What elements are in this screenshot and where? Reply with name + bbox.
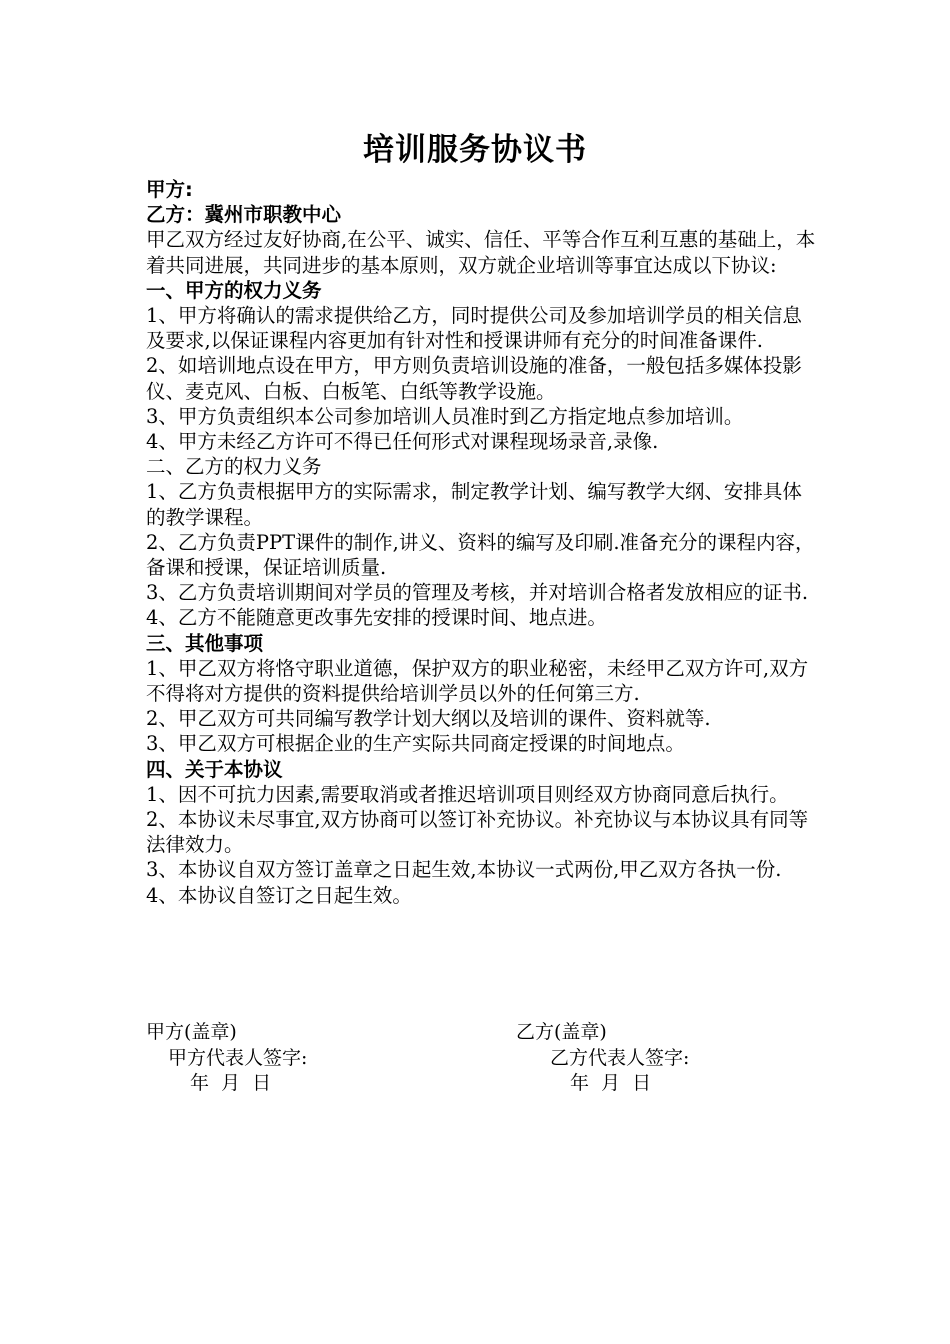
section4-item: 2、本协议未尽事宜,双方协商可以签订补充协议。补充协议与本协议具有同等法律效力。 bbox=[146, 808, 809, 857]
party-a-representative: 甲方代表人签字: bbox=[168, 1047, 308, 1069]
section4-item: 1、因不可抗力因素,需要取消或者推迟培训项目则经双方协商同意后执行。 bbox=[146, 782, 789, 806]
section4-heading: 四、关于本协议 bbox=[146, 757, 283, 781]
section1-item: 3、甲方负责组织本公司参加培训人员准时到乙方指定地点参加培训。 bbox=[146, 404, 744, 428]
section2-item: 1、乙方负责根据甲方的实际需求，制定教学计划、编写教学大纲、安排具体的教学课程。 bbox=[146, 480, 802, 529]
document-title: 培训服务协议书 bbox=[363, 132, 587, 168]
section1-item: 2、如培训地点设在甲方，甲方则负责培训设施的准备，一般包括多媒体投影仪、麦克风、白板、白板笔、白纸等教学设施。 bbox=[146, 354, 802, 403]
section2-heading: 二、乙方的权力义务 bbox=[146, 455, 322, 479]
section4-item: 4、本协议自签订之日起生效。 bbox=[146, 883, 412, 907]
section3-heading: 三、其他事项 bbox=[146, 631, 264, 655]
party-b-seal: 乙方(盖章) bbox=[516, 1021, 607, 1043]
party-b-label: 乙方：冀州市职教中心 bbox=[146, 203, 342, 227]
party-a-seal: 甲方(盖章) bbox=[146, 1021, 237, 1043]
party-a-label: 甲方: bbox=[146, 178, 193, 201]
section1-heading: 一、甲方的权力义务 bbox=[146, 278, 322, 302]
intro-paragraph: 甲乙双方经过友好协商,在公平、诚实、信任、平等合作互利互惠的基础上，本着共同进展，共同进步的基本原则，双方就企业培训等事宜达成以下协议: bbox=[146, 228, 816, 277]
section4-item: 3、本协议自双方签订盖章之日起生效,本协议一式两份,甲乙双方各执一份. bbox=[146, 858, 782, 882]
section1-item: 1、甲方将确认的需求提供给乙方，同时提供公司及参加培训学员的相关信息及要求,以保证课程内容更加有针对性和授课讲师有充分的时间准备课件. bbox=[146, 304, 802, 353]
party-b-date: 年 月 日 bbox=[570, 1072, 652, 1094]
section2-item: 4、乙方不能随意更改事先安排的授课时间、地点进。 bbox=[146, 606, 607, 630]
section1-item: 4、甲方未经乙方许可不得已任何形式对课程现场录音,录像. bbox=[146, 430, 659, 454]
party-b-representative: 乙方代表人签字: bbox=[550, 1047, 690, 1069]
section2-item: 3、乙方负责培训期间对学员的管理及考核，并对培训合格者发放相应的证书. bbox=[146, 581, 809, 605]
party-a-date: 年 月 日 bbox=[190, 1072, 272, 1094]
section3-item: 2、甲乙双方可共同编写教学计划大纲以及培训的课件、资料就等. bbox=[146, 707, 711, 731]
document-body bbox=[146, 177, 818, 908]
section3-item: 3、甲乙双方可根据企业的生产实际共同商定授课的时间地点。 bbox=[146, 732, 685, 756]
section3-item: 1、甲乙双方将恪守职业道德，保护双方的职业秘密，未经甲乙双方许可,双方不得将对方提供的资料提供给培训学员以外的任何第三方. bbox=[146, 656, 809, 706]
section2-item: 2、乙方负责PPT课件的制作,讲义、资料的编写及印刷.准备充分的课程内容，备课和授课，保证培训质量. bbox=[146, 530, 815, 580]
